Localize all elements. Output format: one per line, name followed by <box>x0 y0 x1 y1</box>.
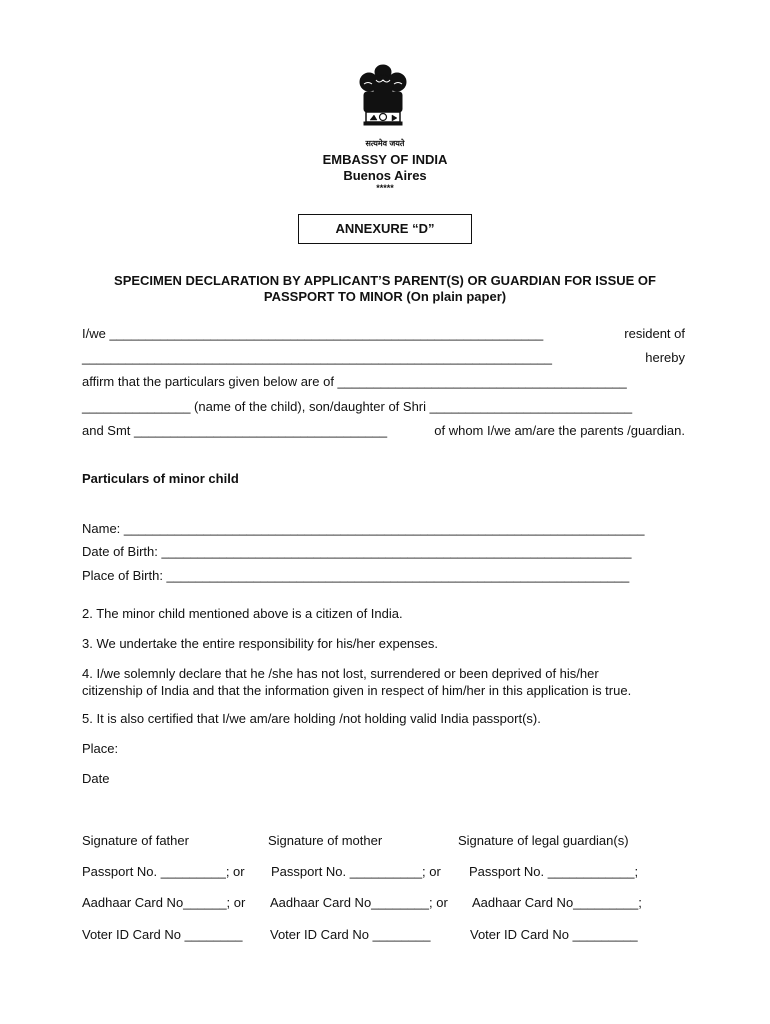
signature-guardian: Signature of legal guardian(s) <box>458 833 629 848</box>
date-label: Date <box>82 771 110 786</box>
form-title-line1: SPECIMEN DECLARATION BY APPLICANT’S PARENT(S) OR GUARDIAN FOR ISSUE OF <box>114 273 656 288</box>
point-4-line1: 4. I/we solemnly declare that he /she has not lost, surrendered or been deprived of his/her <box>82 666 599 681</box>
child-name-field: Name: ________________________________________________________________________ <box>82 521 645 536</box>
place-label: Place: <box>82 741 119 756</box>
emblem-motto: सत्यमेव जयते <box>365 139 405 148</box>
declaration-line-5 <box>82 423 685 438</box>
aadhaar-mother: Aadhaar Card No________; or <box>270 895 448 910</box>
resident-of-label: resident of <box>624 326 685 341</box>
date-of-birth-field: Date of Birth: _________________________________________________________________ <box>82 544 632 559</box>
applicant-name-blank: I/we ____________________________________________________________ <box>82 326 544 341</box>
annexure-box: ANNEXURE “D” <box>298 214 472 244</box>
declaration-line-1 <box>82 326 685 341</box>
declaration-line-4: _______________ (name of the child), son/daughter of Shri ____________________________ <box>82 399 633 414</box>
signature-mother: Signature of mother <box>268 833 383 848</box>
header-stars: ***** <box>376 183 394 193</box>
voter-id-father: Voter ID Card No ________ <box>82 927 243 942</box>
passport-guardian: Passport No. ____________; <box>469 864 639 879</box>
point-4-line2: citizenship of India and that the information given in respect of him/her in this application is true. <box>82 683 632 698</box>
aadhaar-father: Aadhaar Card No______; or <box>82 895 246 910</box>
voter-id-mother: Voter ID Card No ________ <box>270 927 431 942</box>
form-title-line2: PASSPORT TO MINOR (On plain paper) <box>263 289 507 304</box>
declaration-line-3: affirm that the particulars given below are of ________________________________________ <box>82 374 627 389</box>
point-5: 5. It is also certified that I/we am/are holding /not holding valid India passport(s). <box>82 711 541 726</box>
passport-father: Passport No. _________; or <box>82 864 245 879</box>
signature-father: Signature of father <box>82 833 189 848</box>
aadhaar-guardian: Aadhaar Card No_________; <box>472 895 642 910</box>
org-city: Buenos Aires <box>343 168 427 183</box>
declaration-line-2 <box>82 350 685 365</box>
national-emblem-icon <box>352 62 414 140</box>
point-2: 2. The minor child mentioned above is a citizen of India. <box>82 606 403 621</box>
hereby-label: hereby <box>645 350 685 365</box>
point-3: 3. We undertake the entire responsibility for his/her expenses. <box>82 636 439 651</box>
mother-name-blank: and Smt ___________________________________ <box>82 423 388 438</box>
passport-mother: Passport No. __________; or <box>271 864 441 879</box>
residence-blank: _________________________________________________________________ <box>82 350 552 365</box>
org-name: EMBASSY OF INDIA <box>322 152 448 167</box>
place-of-birth-field: Place of Birth: ________________________________________________________________ <box>82 568 630 583</box>
voter-id-guardian: Voter ID Card No _________ <box>470 927 638 942</box>
particulars-heading: Particulars of minor child <box>82 471 239 486</box>
parents-guardian-label: of whom I/we am/are the parents /guardian. <box>434 423 685 438</box>
